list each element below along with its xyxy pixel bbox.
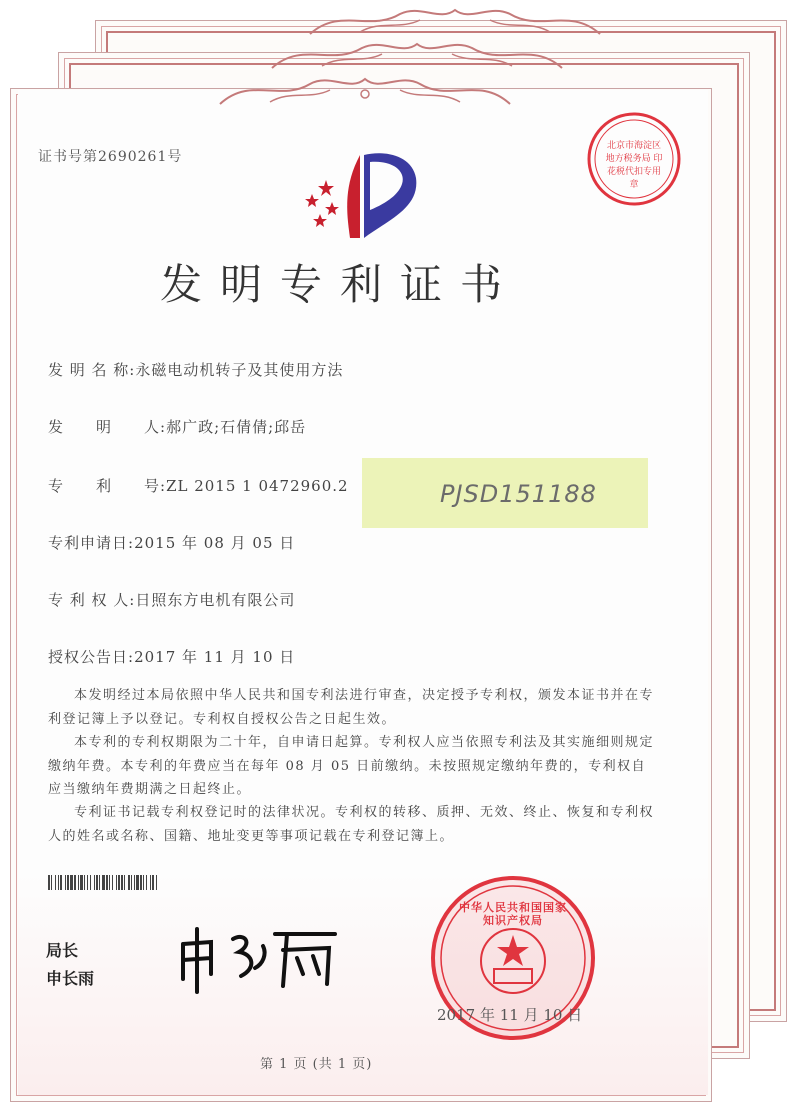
official-stamp-text: 中华人民共和国国家知识产权局 [459, 901, 567, 927]
tax-seal-text: 北京市海淀区地方税务局 印花税代扣专用章 [605, 141, 663, 190]
patent-number-label: 专 利 号: [48, 477, 167, 495]
filing-date-label: 专利申请日: [48, 534, 135, 552]
grant-date-value: 2017 年 11 月 10 日 [134, 648, 296, 666]
filing-date-value: 2015 年 08 月 05 日 [134, 534, 296, 552]
ornament-top-front [210, 70, 520, 110]
director-signature [175, 924, 345, 994]
patentee-label: 专 利 权 人: [48, 591, 136, 609]
invention-name-value: 永磁电动机转子及其使用方法 [135, 361, 344, 379]
tax-seal [585, 110, 683, 208]
director-name: 申长雨 [46, 969, 95, 988]
invention-name-row [48, 359, 343, 380]
director-title: 局长 [46, 941, 79, 960]
invention-name-label: 发 明 名 称: [48, 361, 136, 379]
filing-date-row [48, 532, 295, 553]
paragraph-3: 专利证书记载专利权登记时的法律状况。专利权的转移、质押、无效、终止、恢复和专利权人的姓名或名称、国籍、地址变更等事项记载在专利登记簿上。 [48, 805, 655, 844]
inventor-row [48, 416, 306, 437]
handwritten-note: PJSD151188 [440, 480, 597, 508]
certificate-title: 发明专利证书 [160, 260, 521, 309]
certificate-number: 证书号第2690261号 [38, 149, 183, 165]
paragraph-2: 本专利的专利权期限为二十年，自申请日起算。专利权人应当依照专利法及其实施细则规定缴纳年费。本专利的年费应当在每年 08 月 05 日前缴纳。未按照规定缴纳年费的，专利权自应当缴纳年费期满之日起终止。 [48, 735, 655, 797]
patentee-row [48, 589, 295, 610]
barcode [48, 875, 293, 890]
barcode-bar [157, 875, 158, 890]
inventor-label: 发 明 人: [48, 418, 167, 436]
paragraph-1: 本发明经过本局依照中华人民共和国专利法进行审查，决定授予专利权，颁发本证书并在专利登记簿上予以登记。专利权自授权公告之日起生效。 [48, 688, 655, 727]
patent-number-row [48, 475, 349, 496]
page-number: 第 1 页 (共 1 页) [260, 1057, 373, 1072]
patent-office-logo-icon [298, 150, 428, 240]
stamp-date: 2017 年 11 月 10 日 [437, 1006, 583, 1024]
patentee-value: 日照东方电机有限公司 [135, 591, 296, 609]
grant-date-row [48, 646, 295, 667]
inventor-value: 郝广政;石倩倩;邱岳 [166, 418, 307, 436]
grant-date-label: 授权公告日: [48, 648, 135, 666]
patent-number-value: ZL 2015 1 0472960.2 [166, 477, 349, 495]
